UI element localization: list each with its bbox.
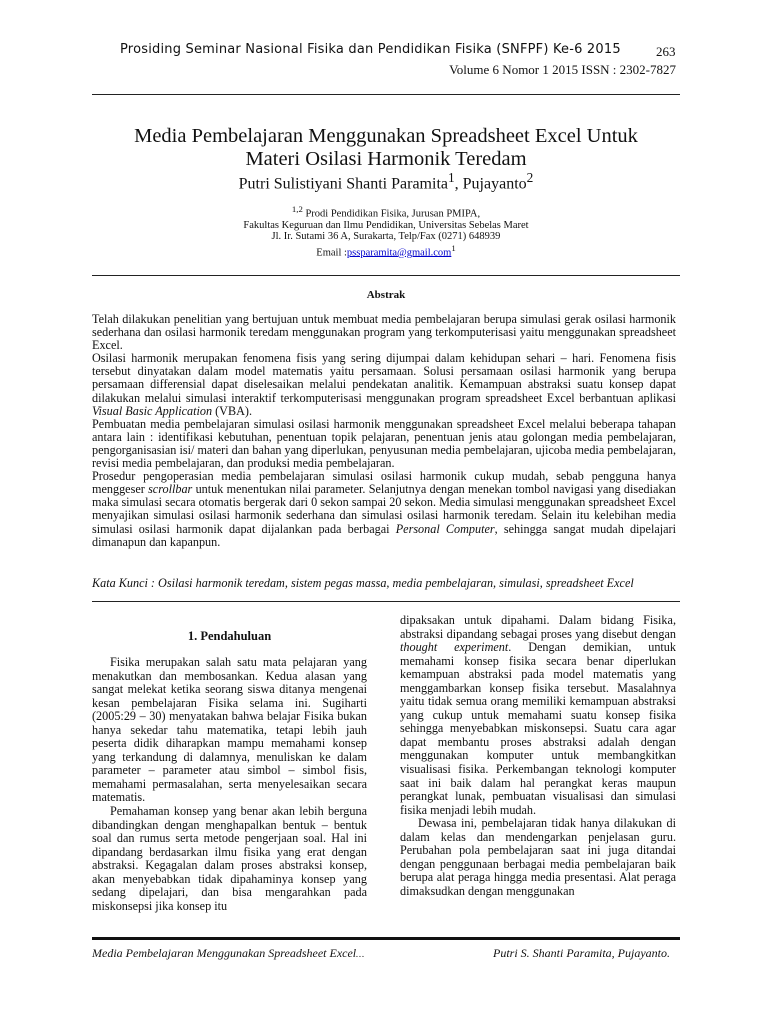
- affiliation-line-2: Fakultas Keguruan dan Ilmu Pendidikan, Universitas Sebelas Maret: [243, 219, 529, 231]
- author-2-affil-mark: 2: [526, 170, 534, 185]
- abstract-paragraph-1: Telah dilakukan penelitian yang bertujuan untuk membuat media pembelajaran berupa simulasi gerak osilasi harmonik sederhana dan osilasi harmonik teredam menggunakan program yang terkomputerisasi yaitu menggunakan spreadsheet Excel.: [92, 312, 676, 353]
- running-header-conference: Prosiding Seminar Nasional Fisika dan Pendidikan Fisika (SNFPF) Ke-6 2015: [120, 42, 621, 57]
- running-header-volume: Volume 6 Nomor 1 2015 ISSN : 2302-7827: [449, 62, 676, 77]
- affiliation-line-3: Jl. Ir. Sutami 36 A, Surakarta, Telp/Fax (0271) 648939: [271, 231, 501, 243]
- keywords-text: : Osilasi harmonik teredam, sistem pegas massa, media pembelajaran, simulasi, spreadsheet Excel: [147, 576, 634, 590]
- abstract-top-rule: [92, 275, 680, 276]
- affiliation-block: [92, 204, 680, 259]
- author-2: Pujayanto: [462, 175, 527, 193]
- abstract-paragraph-2: Osilasi harmonik merupakan fenomena fisis yang sering dijumpai dalam kehidupan sehari – hari. Fenomena fisis tersebut dinyatakan dalam model matematis yaitu persamaan. Solusi persamaan osilasi harmonik yang berupa persamaan differensial dapat diselesaikan melalui pendekatan analitik. Kemampuan abstraksi suatu konsep dapat dilakukan melalui simulasi interaktif terkomputerisasi menggunakan program spreadsheet Excel berbantuan aplikasi Visual Basic Application (VBA).: [92, 351, 676, 418]
- email-mark: 1: [451, 242, 456, 253]
- abstract-heading: Abstrak: [366, 289, 406, 301]
- keywords: [92, 576, 680, 591]
- author-list: [92, 170, 680, 193]
- body-paragraph: Pemahaman konsep yang benar akan lebih berguna dibandingkan dengan menghapalkan bentuk – bentuk soal dan rumus serta metode pengerjaan soal. Hal ini dipandang berdasarkan ilmu fisika yang erat dengan abstraksi. Kegagalan dalam proses abstraksi konsep, akan menyebabkan tidak dipahaminya konsep yang sedang dipelajari, dan bisa mengarahkan pada miskonsepsi jika konsep itu: [92, 804, 367, 913]
- title-line-2: Materi Osilasi Harmonik Teredam: [245, 148, 527, 170]
- body-paragraph: dipaksakan untuk dipahami. Dalam bidang Fisika, abstraksi dipandang sebagai proses yang disebut dengan thought experiment. Dengan demikian, untuk memahami konsep fisika secara benar diperlukan kemampuan abstraksi pada model matematis yang menggambarkan konsep fisika tersebut. Masalahnya yaitu tidak semua orang memiliki kemampuan abstraksi yang cukup untuk memahami suatu konsep fisika sehingga menyebabkan miskonsepsi. Suatu cara agar dapat membantu proses abstraksi adalah dengan menggunakan komputer untuk membangkitkan visualisasi fisika. Perkembangan teknologi komputer saat ini baik dalam hal perangkat keras maupun perangkat lunak, pembuatan visualisasi dan simulasi fisika menjadi lebih mudah.: [400, 613, 676, 817]
- footer-rule: [92, 937, 680, 940]
- body-paragraph: Dewasa ini, pembelajaran tidak hanya dilakukan di dalam kelas dan mendengarkan penjelasan guru. Perubahan pola pembelajaran saat ini juga ditandai dengan penggunaan berbagai media pembelajaran baik berupa alat peraga hingga media presentasi. Alat peraga dimaksudkan dengan menggunakan: [400, 816, 676, 898]
- abstract-paragraph-4: Prosedur pengoperasian media pembelajaran simulasi osilasi harmonik cukup mudah, sebab pengguna hanya menggeser scrollbar untuk menentukan nilai parameter. Selanjutnya dengan menekan tombol navigasi yang disediakan maka simulasi secara otomatis bergerak dari 0 sekon sampai 20 sekon. Media simulasi menggunakan spreadsheet Excel menyajikan simulasi osilasi harmonik sederhana dan simulasi osilasi harmonik teredam. Selain itu kelebihan media simulasi osilasi harmonik dapat dijalankan pada berbagai Personal Computer, sehingga sangat mudah dipelajari dimanapun dan kapanpun.: [92, 469, 676, 549]
- footer-authors: Putri S. Shanti Paramita, Pujayanto.: [493, 946, 670, 960]
- page-number: 263: [656, 44, 676, 59]
- email-link[interactable]: pssparamita@gmail.com: [346, 247, 452, 259]
- left-column: [92, 656, 367, 913]
- footer-running-title: Media Pembelajaran Menggunakan Spreadsheet Excel…: [92, 946, 365, 960]
- author-1-affil-mark: 1: [447, 170, 455, 185]
- author-1: Putri Sulistiyani Shanti Paramita: [238, 175, 448, 193]
- affiliation-mark: 1,2: [291, 204, 303, 214]
- affiliation-line-1: $^{1,2}$ Prodi Pendidikan Fisika, Jurusan PMIPA,: [291, 204, 481, 220]
- header-rule: [92, 94, 680, 95]
- title-line-1: Media Pembelajaran Menggunakan Spreadsheet Excel Untuk: [134, 125, 638, 147]
- body-paragraph: Fisika merupakan salah satu mata pelajaran yang menakutkan dan membosankan. Kedua alasan yang sangat melekat ketika seorang siswa ditanya mengenai kesan pembelajaran Fisika selama ini. Sugiharti (2005:29 – 30) menyatakan bahwa belajar Fisika bukan hanya sekedar tahu matematika, tetapi lebih jauh peserta didik diharapkan mampu memahami konsep yang terkandung di dalamnya, menuliskan ke dalam parameter – parameter atau simbol – simbol fisis, memahami permasalahan, serta menyelesaikan secara matematis.: [92, 655, 367, 805]
- email-line: [92, 243, 680, 259]
- keywords-label: Kata Kunci: [92, 576, 148, 590]
- abstract-paragraph-3: Pembuatan media pembelajaran simulasi osilasi harmonik menggunakan spreadsheet Excel melalui beberapa tahapan antara lain : identifikasi kebutuhan, penentuan topik pelajaran, penentuan jenis atau golongan media pembelajaran, pengorganisasian isi/ materi dan bahan yang diperlukan, penyusunan media pembelajaran, ujicoba media pembelajaran, revisi media pembelajaran, dan produksi media pembelajaran.: [92, 416, 676, 471]
- section-heading-pendahuluan: 1. Pendahuluan: [187, 629, 272, 643]
- author-separator: ,: [454, 175, 463, 193]
- right-column: [400, 614, 676, 898]
- abstract-body: [92, 313, 676, 549]
- paper-title: [92, 125, 680, 171]
- email-label: Email :: [316, 247, 347, 259]
- keywords-bottom-rule: [92, 601, 680, 602]
